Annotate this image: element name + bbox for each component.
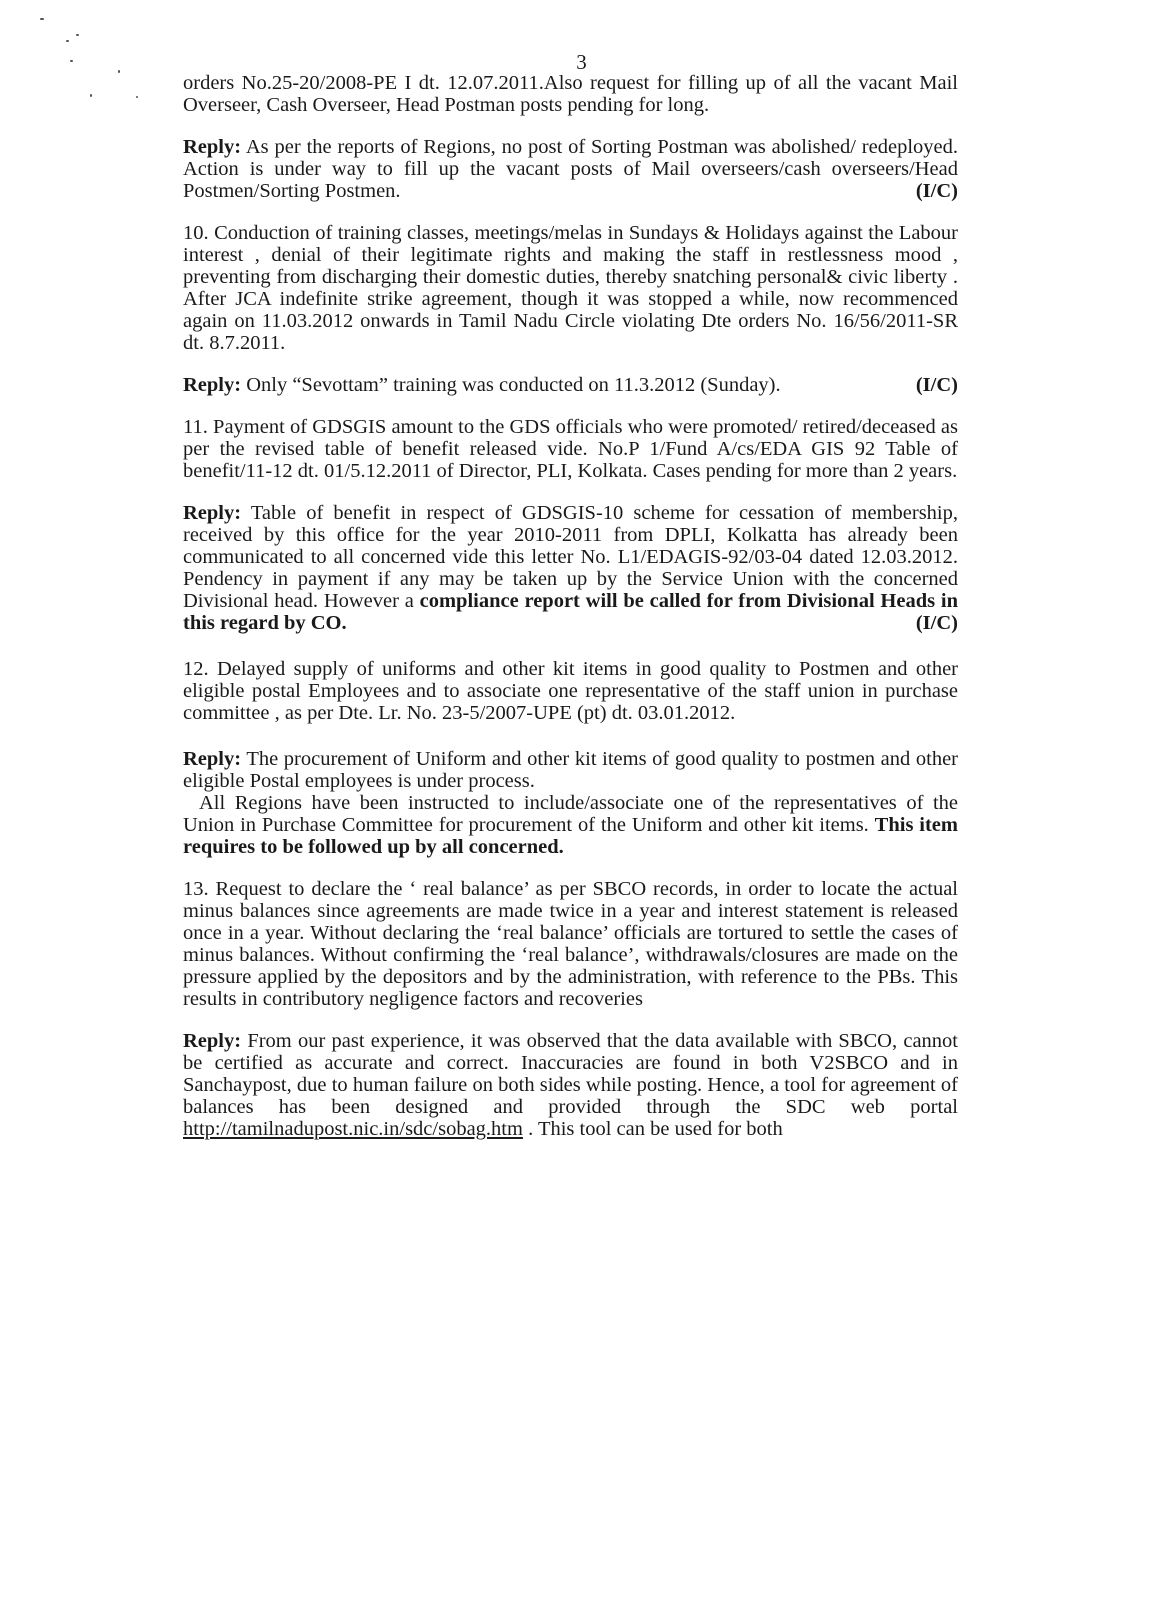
- reply-text-after-link: . This tool can be used for both: [522, 1118, 783, 1140]
- reply-label: Reply:: [183, 748, 242, 770]
- scan-speck: [90, 94, 92, 97]
- reply-text: Table of benefit in respect of GDSGIS-10 scheme for cessation of membership, received by this office for the year 2010-2011 from DPLI, Kolkatta has already been communicated to all concerned vide this letter No. L1/EDAGIS-92/03-04 dated 12.03.2012. Pendency in payment if any may be taken up by the Service Union with the concerned Divisional head. However a: [183, 502, 958, 612]
- scan-speck: [76, 34, 79, 36]
- reply-sorting-postman: [183, 136, 958, 202]
- reply-text: All Regions have been instructed to include/associate one of the representatives of the Union in Purchase Committee for procurement of the Uniform and other kit items.: [183, 792, 958, 836]
- item-text: 10. Conduction of training classes, meetings/melas in Sundays & Holidays against the Labour interest , denial of their legitimate rights and making the staff in restlessness mood , preventing from discharging their domestic duties, thereby snatching personal& civic liberty . After JCA indefinite strike agreement, though it was stopped a while, now recommenced again on 11.03.2012 onwards in Tamil Nadu Circle violating Dte orders No. 16/56/2011-SR dt. 8.7.2011.: [183, 222, 958, 354]
- reply-bold-text: compliance report will be called for from Divisional Heads in this regard by CO.: [183, 590, 958, 634]
- status-tag: (I/C): [915, 180, 958, 202]
- page-number: 3: [576, 50, 587, 74]
- scan-speck: [66, 40, 69, 42]
- reply-item-12: [183, 748, 958, 792]
- item-13: [183, 878, 958, 1010]
- reply-label: Reply:: [183, 1030, 242, 1052]
- reply-bold-text: This item requires to be followed up by all concerned.: [183, 814, 958, 858]
- reply-text: The procurement of Uniform and other kit items of good quality to postmen and other eligible Postal employees is under process.: [183, 748, 958, 792]
- reply-text: Only “Sevottam” training was conducted on 11.3.2012 (Sunday).: [241, 374, 781, 396]
- scan-speck: [40, 18, 44, 20]
- reply-item-10: [183, 374, 958, 396]
- reply-text: As per the reports of Regions, no post of Sorting Postman was abolished/ redeployed. Action is under way to fill up the vacant posts of Mail overseers/cash overseers/Head Postmen/Sorting Postmen.: [183, 136, 958, 202]
- reply-item-11: [183, 502, 958, 634]
- reply-text: From our past experience, it was observed that the data available with SBCO, cannot be certified as accurate and correct. Inaccuracies are found in both V2SBCO and in Sanchaypost, due to human failure on both sides while posting. Hence, a tool for agreement of balances has been designed and provided through the SDC web portal: [183, 1030, 958, 1118]
- paragraph-orders: [183, 72, 958, 116]
- status-tag: (I/C): [915, 374, 958, 396]
- item-11: [183, 416, 958, 482]
- reply-label: Reply:: [183, 502, 242, 524]
- paragraph-text: orders No.25-20/2008-PE I dt. 12.07.2011.Also request for filling up of all the vacant Mail Overseer, Cash Overseer, Head Postman posts pending for long.: [183, 72, 958, 116]
- item-text: 12. Delayed supply of uniforms and other kit items in good quality to Postmen and other eligible postal Employees and to associate one representative of the staff union in purchase committee , as per Dte. Lr. No. 23-5/2007-UPE (pt) dt. 03.01.2012.: [183, 658, 958, 724]
- reply-label: Reply:: [183, 136, 242, 158]
- item-text: 11. Payment of GDSGIS amount to the GDS officials who were promoted/ retired/deceased as per the revised table of benefit released vide. No.P 1/Fund A/cs/EDA GIS 92 Table of benefit/11-12 dt. 01/5.12.2011 of Director, PLI, Kolkata. Cases pending for more than 2 years.: [183, 416, 958, 482]
- reply-item-12-continued: [183, 792, 958, 858]
- item-text: 13. Request to declare the ‘ real balance’ as per SBCO records, in order to locate the actual minus balances since agreements are made twice in a year and interest statement is released once in a year. Without declaring the ‘real balance’ officials are tortured to settle the cases of minus balances. Without confirming the ‘real balance’, withdrawals/closures are made on the pressure applied by the depositors and by the administration, with reference to the PBs. This results in contributory negligence factors and recoveries: [183, 878, 958, 1010]
- sdc-portal-link[interactable]: http://tamilnadupost.nic.in/sdc/sobag.htm: [183, 1118, 523, 1140]
- reply-label: Reply:: [183, 374, 242, 396]
- scan-speck: [136, 96, 138, 98]
- status-tag: (I/C): [915, 612, 958, 634]
- reply-item-13: [183, 1030, 958, 1140]
- item-12: [183, 658, 958, 724]
- document-body: [183, 72, 958, 1160]
- item-10: [183, 222, 958, 354]
